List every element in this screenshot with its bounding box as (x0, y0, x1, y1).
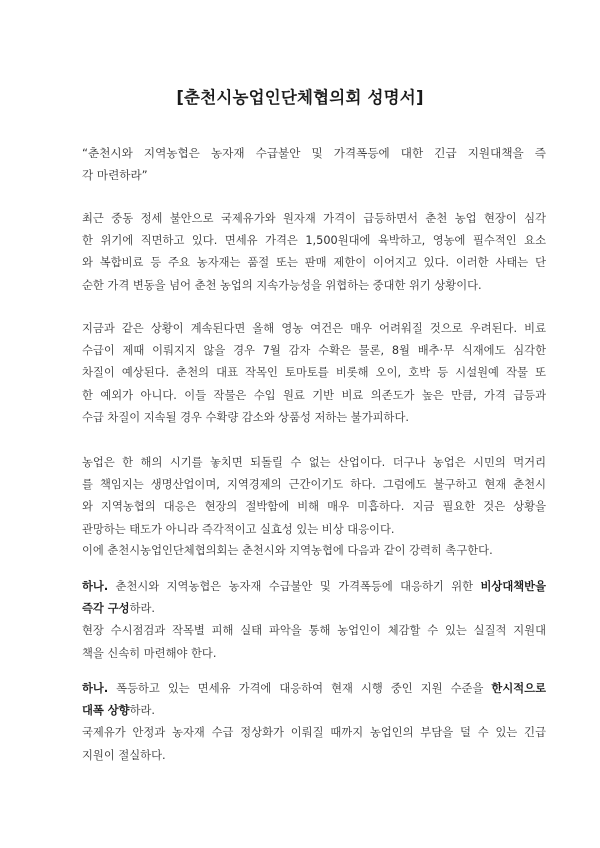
page-title: [춘천시농업인단체협의회 성명서] (176, 88, 424, 107)
demand-detail-line: 지원이 절실하다. (82, 748, 166, 762)
paragraph-line: 차질이 예상된다. 춘천의 대표 작목인 토마토를 비롯해 오이, 호박 등 시설원예 작물 또 (82, 366, 546, 380)
demand-heading (82, 576, 546, 598)
paragraph-line: 한 위기에 직면하고 있다. 면세유 가격은 1,500원대에 육박하고, 영농에 필수적인 요소 (82, 234, 546, 248)
paragraph-line: 수급이 제때 이뤄지지 않을 경우 7월 감자 수확은 물론, 8월 배추·무 식재에도 심각한 (82, 344, 546, 358)
demand-emphasis: 비상대책반을 (480, 580, 546, 593)
paragraph-line: 관망하는 태도가 아니라 즉각적이고 실효성 있는 비상 대응이다. (82, 522, 395, 536)
demand-heading (82, 678, 546, 700)
paragraph-line: 와 복합비료 등 주요 농자재는 품절 또는 판매 제한이 이어지고 있다. 이러한 사태는 단 (82, 256, 546, 270)
demand-heading-cont (82, 598, 546, 620)
demand-text: 폭등하고 있는 면세유 가격에 대응하여 현재 시행 중인 지원 수준을 (108, 682, 492, 695)
demand-2 (82, 678, 546, 767)
paragraph-urgency (82, 452, 546, 541)
quote-line: 각 마련하라” (82, 168, 148, 183)
demand-detail-line: 국제유가 안정과 농자재 수급 정상화가 이뤄질 때까지 농업인의 부담을 덜 수 있는 긴급 (82, 726, 546, 740)
demand-heading-cont (82, 700, 546, 722)
headline-quote (82, 142, 546, 186)
paragraph-call (82, 540, 546, 562)
paragraph-line: 를 책임지는 생명산업이며, 지역경제의 근간이기도 하다. 그럼에도 불구하고 현재 춘천시 (82, 478, 546, 492)
quote-line: “춘천시와 지역농협은 농자재 수급불안 및 가격폭등에 대한 긴급 지원대책을 즉 (82, 146, 546, 160)
demand-detail-line: 책을 신속히 마련해야 한다. (82, 646, 217, 660)
paragraph-line: 순한 가격 변동을 넘어 춘천 농업의 지속가능성을 위협하는 중대한 위기 상황이다. (82, 278, 482, 292)
demand-text: 하라. (129, 704, 156, 718)
paragraph-line: 농업은 한 해의 시기를 놓치면 되돌릴 수 없는 산업이다. 더구나 농업은 시민의 먹거리 (82, 456, 546, 469)
paragraph-line: 이에 춘천시농업인단체협의회는 춘천시와 지역농협에 다음과 같이 강력히 촉구한다. (82, 544, 493, 557)
demand-emphasis: 한시적으로 (491, 682, 546, 695)
demand-emphasis: 대폭 상향 (82, 704, 130, 718)
demand-lead: 하나. (82, 682, 109, 695)
paragraph-line: 수급 차질이 지속될 경우 수확량 감소와 상품성 저하는 불가피하다. (82, 410, 409, 424)
paragraph-line: 와 지역농협의 대응은 현장의 절박함에 비해 매우 미흡하다. 지금 필요한 것은 상황을 (82, 500, 546, 514)
demand-text: 춘천시와 지역농협은 농자재 수급불안 및 가격폭등에 대응하기 위한 (108, 580, 481, 593)
paragraph-line: 최근 중동 정세 불안으로 국제유가와 원자재 가격이 급등하면서 춘천 농업 현장이 심각 (82, 212, 546, 225)
paragraph-background (82, 208, 546, 297)
demand-detail-line: 현장 수시점검과 작목별 피해 실태 파악을 통해 농업인이 체감할 수 있는 실질적 지원대 (82, 624, 546, 638)
paragraph-line: 한 예외가 아니다. 이들 작물은 수입 원료 기반 비료 의존도가 높은 만큼, 가격 급등과 (82, 388, 546, 402)
paragraph-line: 지금과 같은 상황이 계속된다면 올해 영농 여건은 매우 어려워질 것으로 우려된다. 비료 (82, 322, 546, 335)
demand-lead: 하나. (82, 580, 109, 593)
demand-1 (82, 576, 546, 665)
demand-text: 하라. (129, 602, 156, 616)
paragraph-outlook (82, 318, 546, 429)
demand-emphasis: 즉각 구성 (82, 602, 130, 616)
